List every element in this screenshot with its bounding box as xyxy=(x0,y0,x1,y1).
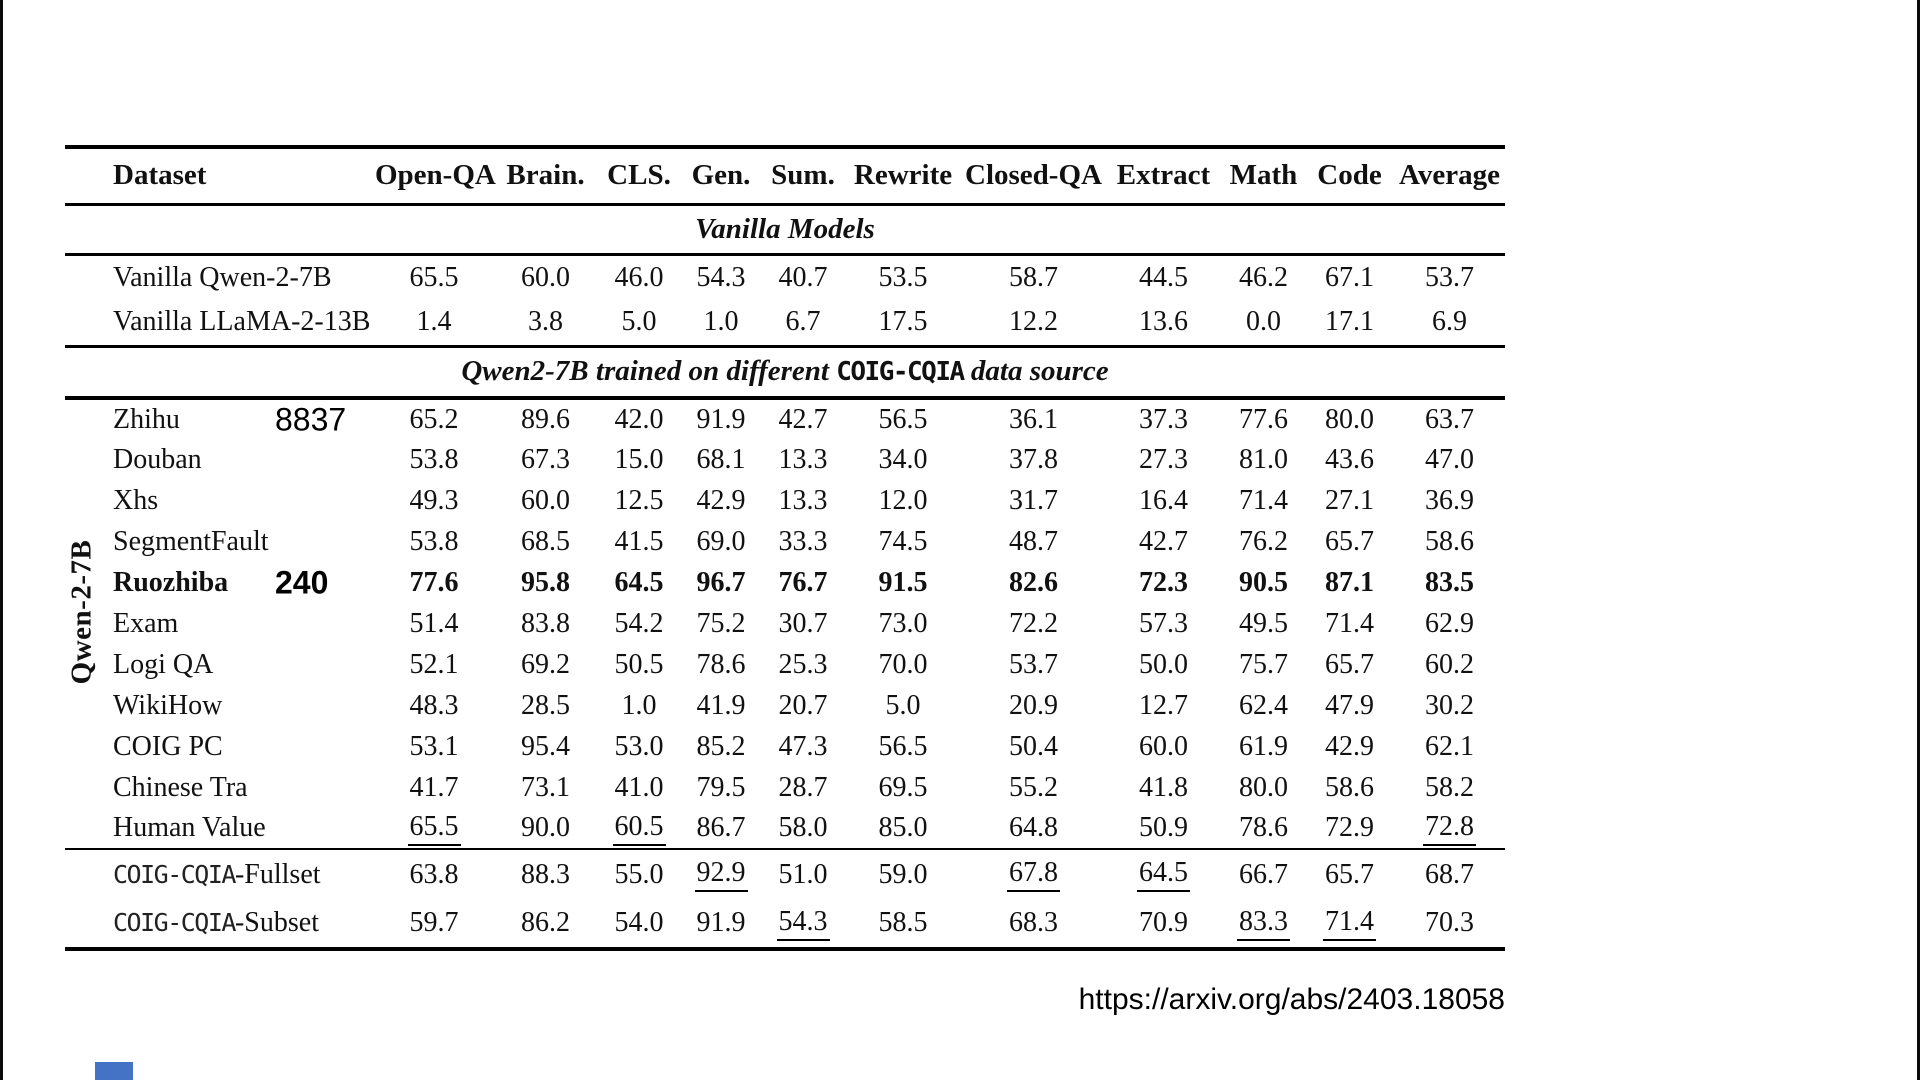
cell-closed-qa: 55.2 xyxy=(1009,771,1058,803)
section-title-row xyxy=(65,204,1505,254)
cell-average: 83.5 xyxy=(1425,566,1474,598)
dataset-name: COIG-CQIA-Fullset xyxy=(113,858,321,890)
cell-code: 27.1 xyxy=(1325,484,1374,516)
cell-sum-: 51.0 xyxy=(778,858,828,890)
cell-brain-: 89.6 xyxy=(521,403,570,435)
cell-rewrite: 56.5 xyxy=(878,403,928,435)
cell-open-qa: 53.8 xyxy=(409,525,459,557)
table-header xyxy=(65,147,1505,204)
cell-closed-qa: 67.8 xyxy=(962,849,1105,899)
cell-math: 76.2 xyxy=(1239,525,1288,557)
cell-code: 87.1 xyxy=(1325,566,1374,598)
cell-closed-qa: 36.1 xyxy=(1009,403,1058,435)
dataset-name: Douban xyxy=(113,443,202,475)
cell-extract: 50.0 xyxy=(1139,648,1188,680)
column-header-closed-qa: Closed-QA xyxy=(965,159,1102,192)
cell-gen-: 96.7 xyxy=(696,566,746,598)
cell-gen-: 91.9 xyxy=(696,403,746,435)
cell-closed-qa: 64.8 xyxy=(1009,812,1058,843)
table-row xyxy=(65,300,1505,346)
cell-code: 71.4 xyxy=(1305,899,1394,949)
cell-sum-: 33.3 xyxy=(778,525,828,557)
dataset-name: Exam xyxy=(113,607,179,639)
cell-brain-: 86.2 xyxy=(521,907,570,938)
results-table-wrap xyxy=(65,145,1505,951)
table-row xyxy=(65,767,1505,808)
table-row xyxy=(65,398,1505,439)
cell-closed-qa: 68.3 xyxy=(1009,907,1058,938)
cell-average: 70.3 xyxy=(1425,907,1474,938)
cell-rewrite: 58.5 xyxy=(878,907,928,938)
dataset-name: SegmentFault xyxy=(113,525,269,557)
cell-open-qa: 1.4 xyxy=(416,306,452,338)
cell-closed-qa: 50.4 xyxy=(1009,730,1058,762)
column-header-code: Code xyxy=(1317,159,1382,192)
cell-sum-: 28.7 xyxy=(778,771,828,803)
cell-average: 62.9 xyxy=(1425,607,1474,639)
table-row xyxy=(65,899,1505,949)
cell-math: 0.0 xyxy=(1246,306,1281,338)
section-title-row xyxy=(65,346,1505,398)
cell-brain-: 3.8 xyxy=(528,306,563,338)
cell-average: 58.2 xyxy=(1425,771,1474,803)
cell-average: 68.7 xyxy=(1425,858,1474,890)
cell-cls-: 15.0 xyxy=(614,443,664,475)
cell-cls-: 46.0 xyxy=(614,261,664,293)
cell-sum-: 13.3 xyxy=(778,443,828,475)
cell-closed-qa: 12.2 xyxy=(1009,306,1058,338)
cell-sum-: 42.7 xyxy=(778,403,828,435)
cell-code: 42.9 xyxy=(1325,730,1374,762)
cell-average: 58.6 xyxy=(1425,525,1474,557)
cell-cls-: 54.2 xyxy=(614,607,664,639)
cell-brain-: 83.8 xyxy=(521,607,570,639)
cell-code: 80.0 xyxy=(1325,403,1374,435)
dataset-name: COIG PC xyxy=(113,730,223,762)
cell-code: 65.7 xyxy=(1325,525,1374,557)
column-header-extract: Extract xyxy=(1116,159,1211,192)
cell-extract: 70.9 xyxy=(1139,907,1188,938)
cell-open-qa: 52.1 xyxy=(409,648,459,680)
cell-extract: 13.6 xyxy=(1139,306,1188,338)
table-row xyxy=(65,726,1505,767)
cell-gen-: 41.9 xyxy=(696,689,746,721)
column-header-open-qa: Open-QA xyxy=(375,159,496,192)
cell-rewrite: 59.0 xyxy=(878,858,928,890)
cell-gen-: 92.9 xyxy=(680,849,762,899)
cell-sum-: 6.7 xyxy=(785,306,821,338)
cell-rewrite: 73.0 xyxy=(878,607,928,639)
table-row xyxy=(65,644,1505,685)
cell-open-qa: 48.3 xyxy=(409,689,459,721)
cell-open-qa: 77.6 xyxy=(409,566,459,598)
cell-cls-: 5.0 xyxy=(621,306,657,338)
cell-average: 30.2 xyxy=(1425,689,1474,721)
cell-math: 62.4 xyxy=(1239,689,1288,721)
table-row xyxy=(65,685,1505,726)
cell-extract: 16.4 xyxy=(1139,484,1188,516)
cell-average: 47.0 xyxy=(1425,443,1474,475)
cell-math: 75.7 xyxy=(1239,648,1288,680)
cell-math: 78.6 xyxy=(1239,812,1288,843)
cell-cls-: 60.5 xyxy=(598,808,680,849)
cell-code: 47.9 xyxy=(1325,689,1374,721)
cell-code: 65.7 xyxy=(1325,858,1374,890)
dataset-name: Logi QA xyxy=(113,648,214,680)
column-header-cls-: CLS. xyxy=(607,159,671,192)
cell-rewrite: 70.0 xyxy=(878,648,928,680)
cell-brain-: 68.5 xyxy=(521,525,570,557)
cell-brain-: 90.0 xyxy=(521,812,570,843)
cell-brain-: 95.8 xyxy=(521,566,570,598)
table-body xyxy=(65,204,1505,949)
cell-sum-: 25.3 xyxy=(778,648,828,680)
dataset-name: Ruozhiba 240 xyxy=(113,564,329,600)
cell-open-qa: 59.7 xyxy=(409,907,459,938)
table-row xyxy=(65,808,1505,849)
cell-gen-: 69.0 xyxy=(696,525,746,557)
cell-extract: 41.8 xyxy=(1139,771,1188,803)
cell-gen-: 1.0 xyxy=(703,306,739,338)
cell-cls-: 64.5 xyxy=(614,566,664,598)
cell-open-qa: 63.8 xyxy=(409,858,459,890)
cell-math: 80.0 xyxy=(1239,771,1288,803)
column-header-dataset: Dataset xyxy=(113,159,207,192)
column-header-sum-: Sum. xyxy=(771,159,835,192)
cell-sum-: 58.0 xyxy=(778,812,828,843)
table-row xyxy=(65,562,1505,603)
cell-average: 63.7 xyxy=(1425,403,1474,435)
cell-sum-: 20.7 xyxy=(778,689,828,721)
blue-shape[interactable] xyxy=(95,1062,133,1080)
cell-sum-: 30.7 xyxy=(778,607,828,639)
table-row xyxy=(65,254,1505,300)
row-group-label: Qwen-2-7B xyxy=(65,539,98,685)
section-title: Vanilla Models xyxy=(695,212,875,245)
cell-cls-: 12.5 xyxy=(614,484,664,516)
cell-average: 60.2 xyxy=(1425,648,1474,680)
cell-gen-: 91.9 xyxy=(696,907,746,938)
results-table xyxy=(65,145,1505,951)
column-header-math: Math xyxy=(1229,159,1298,192)
cell-extract: 50.9 xyxy=(1139,812,1188,843)
cell-rewrite: 34.0 xyxy=(878,443,928,475)
cell-brain-: 88.3 xyxy=(521,858,570,890)
cell-gen-: 78.6 xyxy=(696,648,746,680)
cell-average: 36.9 xyxy=(1425,484,1474,516)
cell-average: 72.8 xyxy=(1394,808,1505,849)
cell-code: 58.6 xyxy=(1325,771,1374,803)
dataset-name: Zhihu 8837 xyxy=(113,401,347,437)
table-row xyxy=(65,480,1505,521)
cell-open-qa: 65.5 xyxy=(409,261,459,293)
cell-closed-qa: 20.9 xyxy=(1009,689,1058,721)
cell-extract: 72.3 xyxy=(1139,566,1188,598)
cell-math: 77.6 xyxy=(1239,403,1288,435)
cell-code: 67.1 xyxy=(1325,261,1374,293)
cell-average: 6.9 xyxy=(1432,306,1467,338)
cell-open-qa: 65.5 xyxy=(375,808,493,849)
table-row xyxy=(65,849,1505,899)
dataset-name: Vanilla LLaMA-2-13B xyxy=(113,306,371,338)
cell-math: 71.4 xyxy=(1239,484,1288,516)
section-title: Qwen2-7B trained on different COIG-CQIA data source xyxy=(461,355,1109,388)
dataset-name: Xhs xyxy=(113,484,159,516)
cell-gen-: 54.3 xyxy=(696,261,746,293)
cell-rewrite: 56.5 xyxy=(878,730,928,762)
cell-extract: 42.7 xyxy=(1139,525,1188,557)
cell-brain-: 60.0 xyxy=(521,484,570,516)
cell-brain-: 28.5 xyxy=(521,689,570,721)
table-row xyxy=(65,521,1505,562)
cell-extract: 60.0 xyxy=(1139,730,1188,762)
cell-brain-: 69.2 xyxy=(521,648,570,680)
count-annotation: 8837 xyxy=(275,401,347,437)
count-annotation: 240 xyxy=(275,564,329,600)
column-header-average: Average xyxy=(1399,159,1500,192)
cell-closed-qa: 53.7 xyxy=(1009,648,1058,680)
cell-average: 53.7 xyxy=(1425,261,1474,293)
cell-extract: 27.3 xyxy=(1139,443,1188,475)
cell-cls-: 1.0 xyxy=(621,689,657,721)
cell-open-qa: 51.4 xyxy=(409,607,459,639)
cell-open-qa: 53.1 xyxy=(409,730,459,762)
dataset-name: Vanilla Qwen-2-7B xyxy=(113,261,332,293)
cell-rewrite: 17.5 xyxy=(878,306,928,338)
cell-code: 72.9 xyxy=(1325,812,1374,843)
cell-cls-: 55.0 xyxy=(614,858,664,890)
header-row xyxy=(65,147,1505,204)
cell-rewrite: 5.0 xyxy=(885,689,921,721)
cell-closed-qa: 48.7 xyxy=(1009,525,1058,557)
cell-extract: 57.3 xyxy=(1139,607,1188,639)
cell-gen-: 85.2 xyxy=(696,730,746,762)
cell-open-qa: 65.2 xyxy=(409,403,459,435)
cell-math: 83.3 xyxy=(1222,899,1305,949)
cell-gen-: 75.2 xyxy=(696,607,746,639)
cell-code: 17.1 xyxy=(1325,306,1374,338)
cell-closed-qa: 31.7 xyxy=(1009,484,1058,516)
cell-brain-: 95.4 xyxy=(521,730,570,762)
cell-rewrite: 69.5 xyxy=(878,771,928,803)
cell-sum-: 76.7 xyxy=(778,566,828,598)
cell-brain-: 60.0 xyxy=(521,261,570,293)
cell-open-qa: 41.7 xyxy=(409,771,459,803)
dataset-name: Human Value xyxy=(113,812,266,843)
cell-math: 61.9 xyxy=(1239,730,1288,762)
column-header-rewrite: Rewrite xyxy=(853,159,953,192)
cell-cls-: 42.0 xyxy=(614,403,664,435)
cell-extract: 64.5 xyxy=(1105,849,1222,899)
cell-gen-: 68.1 xyxy=(696,443,746,475)
cell-rewrite: 53.5 xyxy=(878,261,928,293)
cell-gen-: 79.5 xyxy=(696,771,746,803)
cell-cls-: 41.5 xyxy=(614,525,664,557)
cell-math: 66.7 xyxy=(1239,858,1288,890)
cell-sum-: 13.3 xyxy=(778,484,828,516)
table-row xyxy=(65,603,1505,644)
dataset-name: Chinese Tra xyxy=(113,771,248,803)
left-edge-border xyxy=(0,0,3,1080)
cell-cls-: 50.5 xyxy=(614,648,664,680)
arxiv-url[interactable]: https://arxiv.org/abs/2403.18058 xyxy=(1078,983,1505,1016)
cell-cls-: 41.0 xyxy=(614,771,664,803)
cell-closed-qa: 72.2 xyxy=(1009,607,1058,639)
cell-math: 49.5 xyxy=(1239,607,1288,639)
cell-open-qa: 49.3 xyxy=(409,484,459,516)
cell-rewrite: 74.5 xyxy=(878,525,928,557)
cell-brain-: 67.3 xyxy=(521,443,570,475)
cell-sum-: 54.3 xyxy=(762,899,844,949)
cell-closed-qa: 37.8 xyxy=(1009,443,1058,475)
cell-closed-qa: 58.7 xyxy=(1009,261,1058,293)
cell-open-qa: 53.8 xyxy=(409,443,459,475)
cell-closed-qa: 82.6 xyxy=(1009,566,1058,598)
cell-math: 90.5 xyxy=(1239,566,1288,598)
cell-code: 65.7 xyxy=(1325,648,1374,680)
dataset-name: WikiHow xyxy=(113,689,223,721)
cell-brain-: 73.1 xyxy=(521,771,570,803)
cell-extract: 37.3 xyxy=(1139,403,1188,435)
column-header-brain-: Brain. xyxy=(506,159,585,192)
cell-cls-: 54.0 xyxy=(614,907,664,938)
cell-extract: 44.5 xyxy=(1139,261,1188,293)
column-header-gen-: Gen. xyxy=(691,159,751,192)
table-row xyxy=(65,439,1505,480)
cell-sum-: 47.3 xyxy=(778,730,828,762)
cell-extract: 12.7 xyxy=(1139,689,1188,721)
cell-rewrite: 91.5 xyxy=(878,566,928,598)
cell-gen-: 86.7 xyxy=(696,812,746,843)
cell-math: 46.2 xyxy=(1239,261,1288,293)
cell-gen-: 42.9 xyxy=(696,484,746,516)
cell-cls-: 53.0 xyxy=(614,730,664,762)
cell-rewrite: 12.0 xyxy=(878,484,928,516)
cell-math: 81.0 xyxy=(1239,443,1288,475)
dataset-name: COIG-CQIA-Subset xyxy=(113,907,319,938)
cell-code: 71.4 xyxy=(1325,607,1374,639)
cell-sum-: 40.7 xyxy=(778,261,828,293)
cell-code: 43.6 xyxy=(1325,443,1374,475)
cell-rewrite: 85.0 xyxy=(878,812,928,843)
cell-average: 62.1 xyxy=(1425,730,1474,762)
